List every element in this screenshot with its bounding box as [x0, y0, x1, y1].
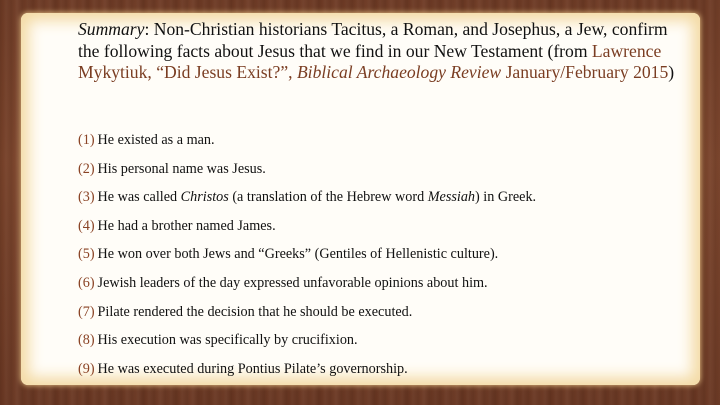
- content-panel: [21, 13, 700, 385]
- fact-number: (6): [78, 274, 95, 291]
- summary-text: : Non-Christian historians Tacitus, a Roman, and Josephus, a Jew, confirm the following facts about Jesus that we find in our New Testament (from: [78, 19, 668, 61]
- fact-number: (5): [78, 246, 95, 263]
- fact-item-1: [78, 131, 536, 160]
- fact-number: (7): [78, 303, 95, 320]
- fact-number: (8): [78, 332, 95, 349]
- fact-number: (1): [78, 132, 95, 148]
- fact-text: He won over both Jews and “Greeks” (Gentiles of Hellenistic culture).: [97, 246, 499, 263]
- fact-number: (4): [78, 217, 95, 234]
- fact-text: Jewish leaders of the day expressed unfavorable opinions about him.: [97, 274, 488, 291]
- fact-term-christos: Christos: [180, 189, 229, 206]
- fact-item-3: [78, 188, 536, 217]
- fact-item-7: [78, 303, 536, 332]
- fact-text-mid: (a translation of the Hebrew word: [228, 189, 428, 206]
- fact-item-9: [78, 360, 536, 389]
- summary-label: Summary: [78, 19, 145, 39]
- fact-text-pre: He was called: [97, 189, 181, 206]
- fact-number: (2): [78, 160, 95, 177]
- facts-list: [78, 131, 536, 388]
- fact-number: (3): [78, 189, 95, 206]
- fact-text: He was executed during Pontius Pilate’s governorship.: [97, 360, 408, 377]
- fact-number: (9): [78, 360, 95, 377]
- citation-author: Lawrence Mykytiuk, “Did Jesus Exist?”,: [78, 40, 662, 82]
- fact-text: He existed as a man.: [97, 132, 215, 148]
- fact-text: His execution was specifically by crucifixion.: [97, 332, 358, 349]
- fact-item-6: [78, 274, 536, 303]
- summary-close: ): [668, 62, 675, 82]
- summary-paragraph: [78, 19, 678, 84]
- citation-date: January/February 2015: [505, 62, 669, 82]
- fact-text: His personal name was Jesus.: [97, 160, 266, 177]
- fact-term-messiah: Messiah: [427, 189, 476, 206]
- fact-item-8: [78, 331, 536, 360]
- fact-text: Pilate rendered the decision that he should be executed.: [97, 303, 413, 320]
- fact-item-2: [78, 160, 536, 189]
- fact-text-post: ) in Greek.: [475, 189, 537, 206]
- fact-item-5: [78, 245, 536, 274]
- fact-item-4: [78, 217, 536, 246]
- fact-text: He had a brother named James.: [97, 217, 276, 234]
- citation-journal: Biblical Archaeology Review: [296, 62, 502, 82]
